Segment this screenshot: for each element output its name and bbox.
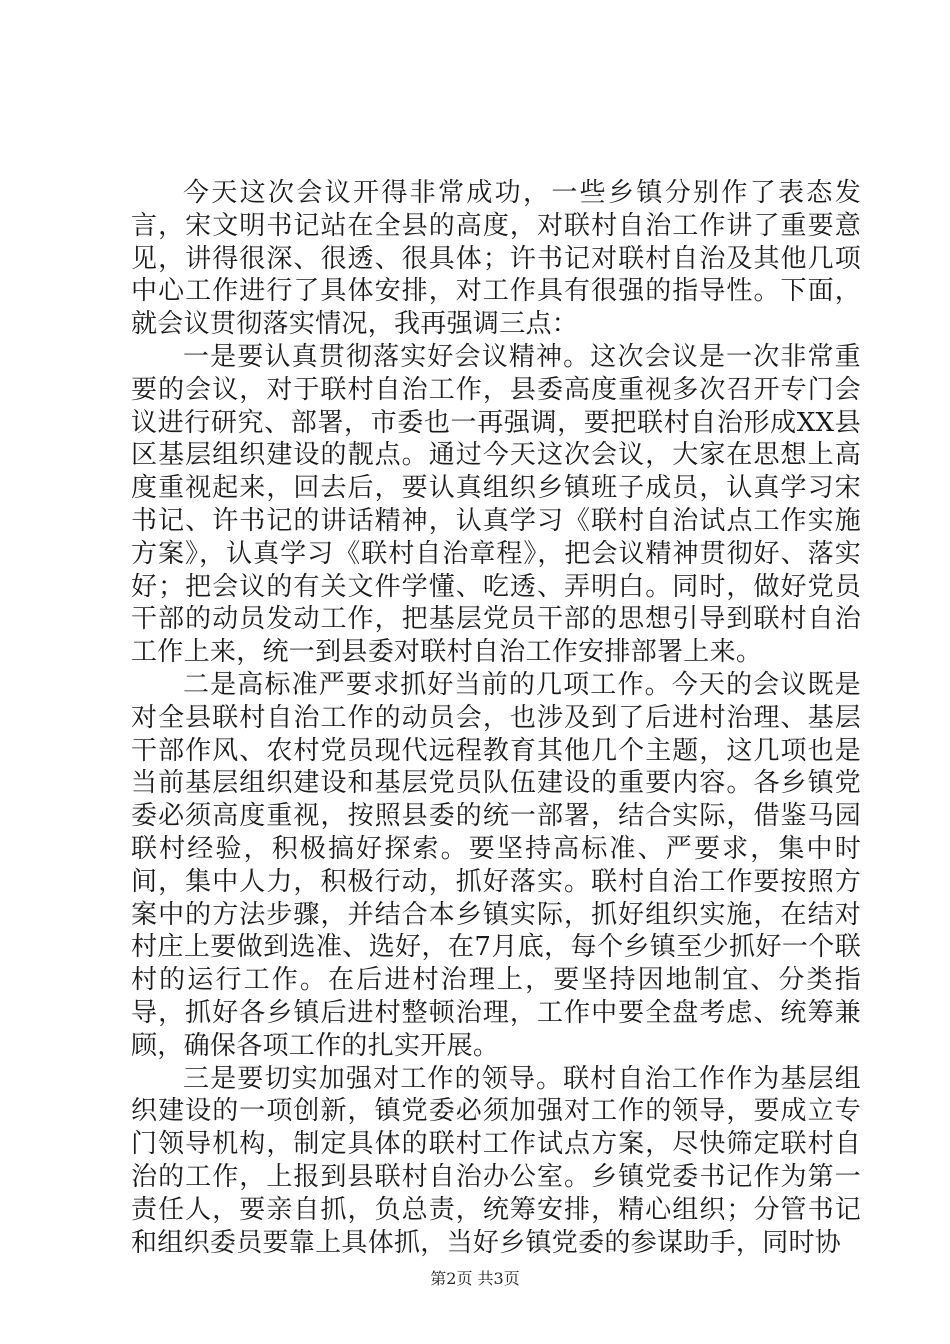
page-number-footer: 第2页 共3页 xyxy=(430,1269,520,1288)
paragraph-point-three: 三是要切实加强对工作的领导。联村自治工作作为基层组织建设的一项创新，镇党委必须加强对工作的领导，要成立专门领导机构，制定具体的联村工作试点方案，尽快筛定联村自治的工作，上报到县联村自治办公室。乡镇党委书记作为第一责任人，要亲自抓，负总责，统筹安排，精心组织；分管书记和组织委员要靠上具体抓，当好乡镇党委的参谋助手，同时协 xyxy=(131,1063,861,1258)
paragraph-intro: 今天这次会议开得非常成功，一些乡镇分别作了表态发言，宋文明书记站在全县的高度，对联村自治工作讲了重要意见，讲得很深、很透、很具体；许书记对联村自治及其他几项中心工作进行了具体安排，对工作具有很强的指导性。下面，就会议贯彻落实情况，我再强调三点： xyxy=(131,178,861,340)
paragraph-point-one: 一是要认真贯彻落实好会议精神。这次会议是一次非常重要的会议，对于联村自治工作，县委高度重视多次召开专门会议进行研究、部署，市委也一再强调，要把联村自治形成XX县区基层组织建设的靓点。通过今天这次会议，大家在思想上高度重视起来，回去后，要认真组织乡镇班子成员，认真学习宋书记、许书记的讲话精神，认真学习《联村自治试点工作实施方案》，认真学习《联村自治章程》，把会议精神贯彻好、落实好；把会议的有关文件学懂、吃透、弄明白。同时，做好党员干部的动员发动工作，把基层党员干部的思想引导到联村自治工作上来，统一到县委对联村自治工作安排部署上来。 xyxy=(131,341,861,668)
paragraph-point-two: 二是高标准严要求抓好当前的几项工作。今天的会议既是对全县联村自治工作的动员会，也涉及到了后进村治理、基层干部作风、农村党员现代远程教育其他几个主题，这几项也是当前基层组织建设和基层党员队伍建设的重要内容。各乡镇党委必须高度重视，按照县委的统一部署，结合实际，借鉴马园联村经验，积极搞好探索。要坚持高标准、严要求，集中时间，集中人力，积极行动，抓好落实。联村自治工作要按照方案中的方法步骤，并结合本乡镇实际，抓好组织实施，在结对村庄上要做到选准、选好，在7月底，每个乡镇至少抓好一个联村的运行工作。在后进村治理上，要坚持因地制宜、分类指导，抓好各乡镇后进村整顿治理，工作中要全盘考虑、统筹兼顾，确保各项工作的扎实开展。 xyxy=(131,669,861,1061)
document-body xyxy=(131,177,861,1259)
